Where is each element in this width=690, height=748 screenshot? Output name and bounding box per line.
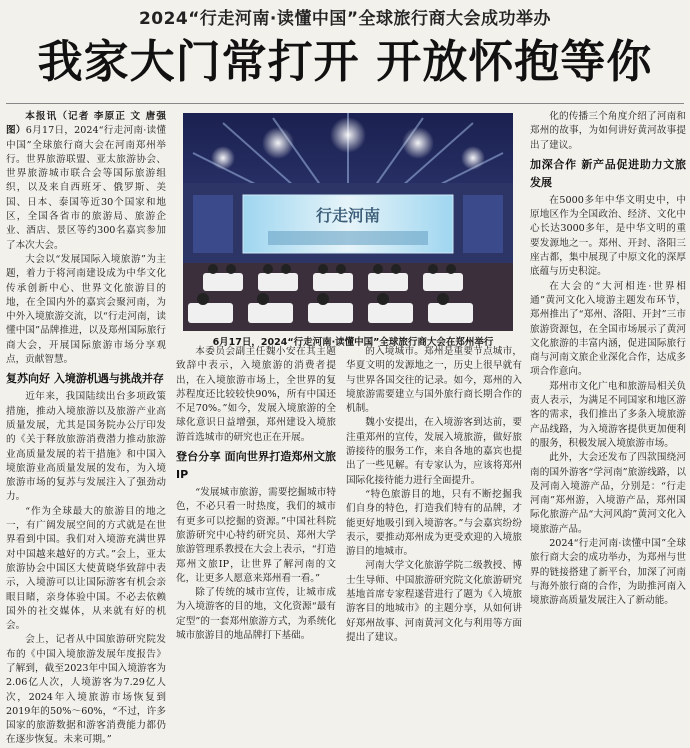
paragraph: 2024“行走河南·读懂中国”全球旅行商大会的成功举办，为郑州与世界的链接搭建了新平台，加深了河南与海外旅行商的合作，为助推河南入境旅游高质量发展注入了新动能。 xyxy=(530,538,686,607)
header-divider xyxy=(6,103,684,104)
paragraph: 大会以“发展国际入境旅游”为主题，着力于将河南建设成为中华文化传承创新中心、世界文化旅游目的地，在全国内外的嘉宾会聚河南，为中外入境旅游交流，以“行走河南，读懂中国”品牌推进，以及郑州国际旅行商大会，开展国际旅游市场分享观点，贡献智慧。 xyxy=(6,253,166,366)
main-headline: 我家大门常打开 开放怀抱等你 xyxy=(37,35,653,88)
article-column-1 xyxy=(6,110,166,746)
paragraph: 近年来，我国陆续出台多项政策措施，推动入境旅游以及旅游产业高质量发展，尤其是国务院办公厅印发的《关于释放旅游消费潜力推动旅游业高质量发展的若干措施》和中国入境旅游业高质量发展的发布，为入境旅游市场的复苏与发展注入了强劲动力。 xyxy=(6,391,166,503)
paragraph: “作为全球最大的旅游目的地之一，有广阔发展空间的方式就是在世界看到中国。我们对入境游充满世界对中国越来越好的方式。”会上，亚太旅游协会中国区大使黄晓华致辞中表示，入境游可以让国际游客有机会亲眼目睹，亲身体验中国。不必去依赖国外的社交媒体，从来就有好的机会。 xyxy=(6,505,166,632)
kicker-headline: 2024“行走河南·读懂中国”全球旅行商大会成功举办 xyxy=(138,9,552,29)
paragraph: “特色旅游目的地，只有不断挖掘我们自身的特色，打造我们特有的品牌，才能更好地吸引到入境游客。”与会嘉宾纷纷表示，要推动郑州成为更受欢迎的入境旅游目的地城市。 xyxy=(346,488,522,558)
paragraph: 会上，记者从中国旅游研究院发布的《中国入境旅游发展年度报告》了解到，截至2023年中国入境游客为2.06亿人次，人境游客为7.29亿人次，2024年入境旅游市场恢复到2019年的50%～60%，“不过，许多国家的旅游数据和游客消费能力都仍在逐步恢复。未来可期。” xyxy=(6,634,166,746)
paragraph: 郑州市文化广电和旅游局相关负责人表示，为满足不同国家和地区游客的需求，我们推出了多条入境旅游产品线路，为入境游客提供更加便利的服务，积极发展入境旅游市场。 xyxy=(530,380,686,449)
paragraph: 此外，大会还发布了四款围绕河南的国外游客“学河南”旅游线路，以及河南入境游产品，分别是：“行走河南”郑州游，入境游产品，郑州国际化旅游产品“大河风韵”黄河文化入境旅游产品。 xyxy=(530,452,686,535)
conference-hall-illustration xyxy=(183,113,513,331)
paragraph: 在大会的“大河相连·世界相通”黄河文化入境游主题发布环节，郑州推出了“郑州、洛阳、开封”三市旅游资源包，在全国市场展示了黄河文化旅游的丰富内涵，促进国际旅行商与河南文旅企业深化合作，达成多项合作意向。 xyxy=(530,280,686,378)
article-column-4 xyxy=(530,110,686,607)
paragraph: 本委员会副主任魏小安在其主题致辞中表示，入境旅游的消费者提出，在入境旅游市场上，全世界的复苏程度还比较较快90%，所有中国还不足70%。”如今，发展入境旅游的全球化意识日益增强，郑州建设入境旅游首选城市的研究也正在开展。 xyxy=(176,346,336,443)
section-subhead: 复苏向好 入境游机遇与挑战并存 xyxy=(6,372,164,386)
article-column-2 xyxy=(176,345,336,642)
paragraph: “发展城市旅游，需要挖掘城市特色，不必只看一时热度，我们的城市有更多可以挖掘的资源。”中国社科院旅游研究中心特约研究员、郑州大学旅游管理系教授在大会上表示，“打造郑州文旅IP，让世界了解河南的文化，让更多人愿意来郑州看一看。” xyxy=(176,487,336,584)
paragraph: 6月17日，2024“行走河南·读懂中国”全球旅行商大会在河南郑州举行。世界旅游联盟、亚太旅游协会、世界旅游城市联合会等国际旅游组织，以及来自西班牙、俄罗斯、美国、日本、泰国等近30个国家和地区，全国各省市的旅游局、旅游企业、酒店、景区等约300名嘉宾参加了本次大会。 xyxy=(6,125,166,251)
photo-caption: 6月17日，2024“行走河南·读懂中国”全球旅行商大会在郑州举行 xyxy=(212,337,494,348)
article-column-3 xyxy=(346,345,522,643)
paragraph: 除了传统的城市宣传，让城市成为入境游客的目的地，文化资源“最有定型”的一套郑州旅游方式，为系统化城市旅游目的地品牌打下基础。 xyxy=(176,587,336,642)
paragraph: 魏小安提出，在入境游客到达前，要注重郑州的宣传，发展入境旅游，做好旅游接待的服务工作，来自各地的嘉宾也提出了一些见解。有专家认为，应该将郑州国际化接待能力进行全面提升。 xyxy=(346,417,522,486)
paragraph: 河南大学文化旅游学院二级教授、博士生导师、中国旅游研究院文化旅游研究基地首席专家程遂营进行了题为《入境旅游客目的地城市》的主题分享，从如何讲好郑州故事、河南黄河文化与利用等方面提出了建议。 xyxy=(346,560,522,643)
stage-screen-text: 行走河南 xyxy=(315,206,381,225)
paragraph: 的入境城市。郑州是重要节点城市，华夏文明的发源地之一，历史上很早就有与世界各国交往的记录。如今，郑州的入境旅游需要建立与国外旅行商长期合作的机制。 xyxy=(346,346,522,415)
section-subhead: 登台分享 面向世界打造郑州文旅IP xyxy=(176,450,336,482)
byline: 本报讯（记者 李原正 文 唐强 图） xyxy=(6,111,166,137)
paragraph: 在5000多年中华文明史中，中原地区作为全国政治、经济、文化中心长达3000多年，是中华文明的重要发源地之一。郑州、开封、洛阳三座古都，集中展现了中原文化的深厚底蕴与历史积淀。 xyxy=(530,194,686,278)
paragraph: 化的传播三个角度介绍了河南和郑州的故事，为如何讲好黄河故事提出了建议。 xyxy=(530,111,686,151)
section-subhead: 加深合作 新产品促进助力文旅发展 xyxy=(530,157,686,189)
conference-photo xyxy=(183,113,513,331)
